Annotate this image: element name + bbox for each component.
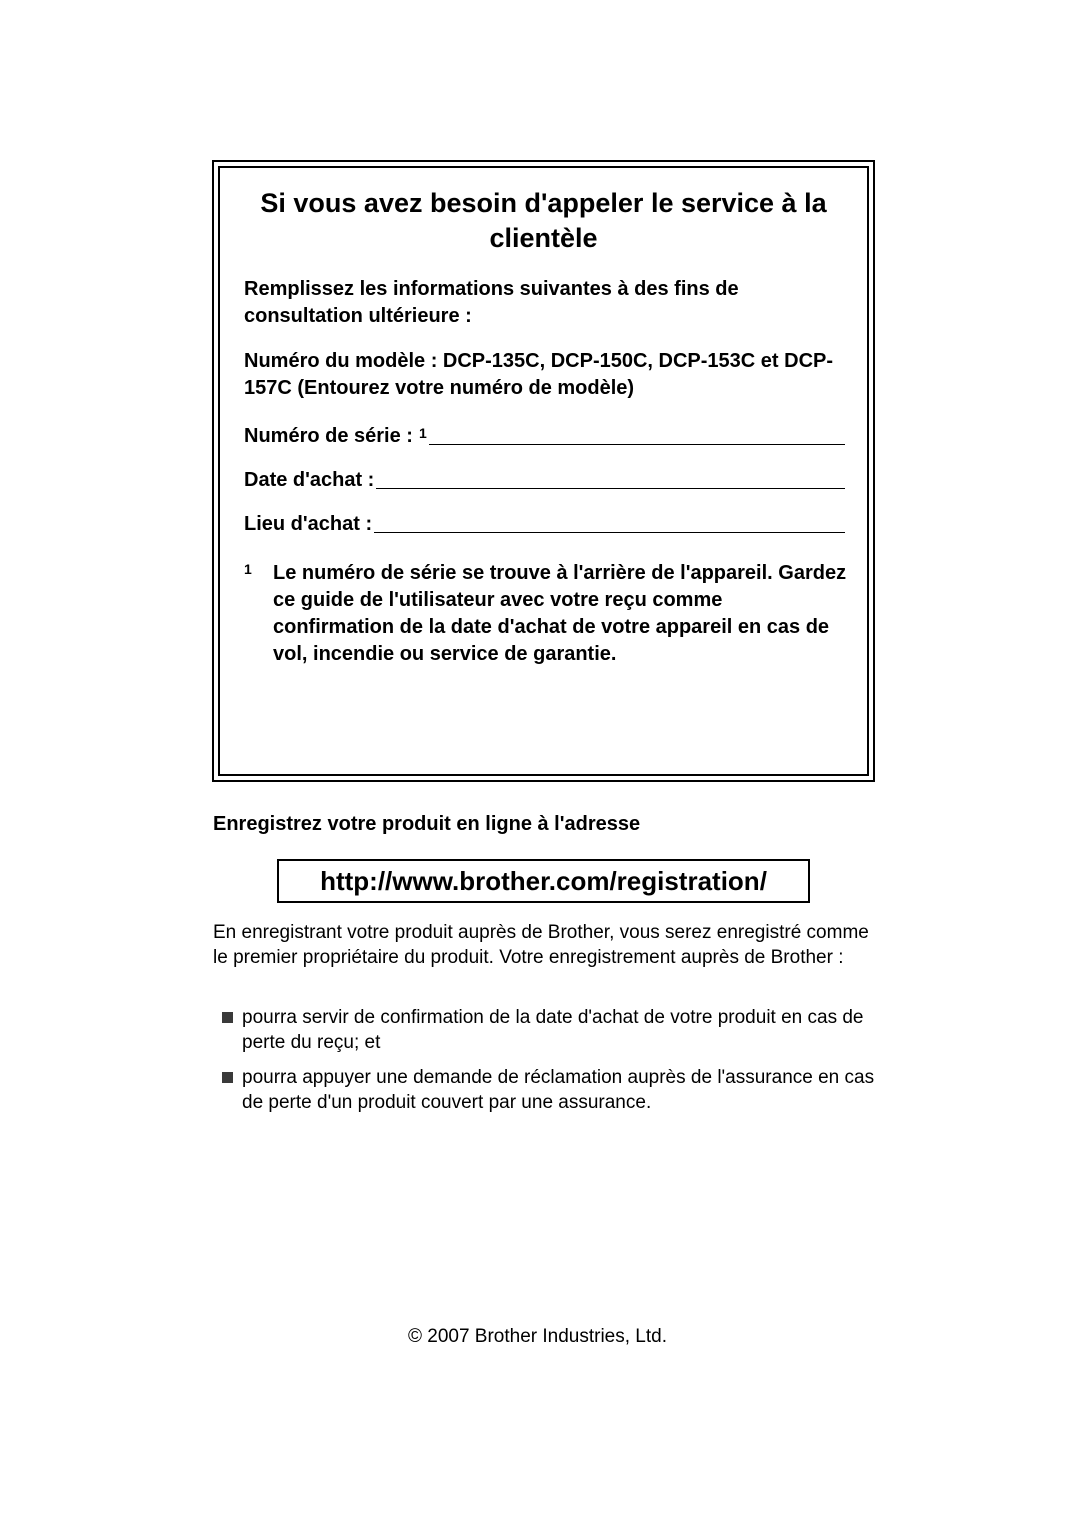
customer-service-box [212,160,875,782]
copyright: © 2007 Brother Industries, Ltd. [407,1326,668,1347]
list-item [213,1065,878,1115]
purchase-date-label: Date d'achat : [244,469,375,491]
square-bullet-icon [213,1005,242,1055]
serial-footnote-ref: 1 [418,425,427,441]
customer-service-inner-box [218,166,869,776]
bullet-text: pourra servir de confirmation de la date d'achat de votre produit en cas de perte du reçu; et [242,1007,864,1053]
purchase-date-line [376,487,845,489]
footnote-mark: 1 [244,561,252,577]
purchase-place-line [374,531,845,533]
footnote-text: Le numéro de série se trouve à l'arrière de l'appareil. Gardez ce guide de l'utilisateur avec votre reçu comme confirmation de la date d'achat de votre appareil en cas de vol, incendie ou service de garantie. [273,562,847,665]
serial-number-line [429,443,845,445]
intro-text: Remplissez les informations suivantes à des fins de consultation ultérieure : [244,278,739,327]
serial-number-label: Numéro de série : [244,425,413,447]
box-title: Si vous avez besoin d'appeler le service à la clientèle [260,188,827,253]
purchase-place-label: Lieu d'achat : [244,513,373,535]
registration-url[interactable]: http://www.brother.com/registration/ [277,859,810,903]
bullet-text: pourra appuyer une demande de réclamation auprès de l'assurance en cas de perte d'un produit couvert par une assurance. [242,1067,875,1113]
purchase-place-field [244,512,845,536]
registration-body: En enregistrant votre produit auprès de Brother, vous serez enregistré comme le premier propriétaire du produit. Votre enregistrement auprès de Brother : [213,922,869,968]
list-item [213,1005,878,1055]
model-number-line: Numéro du modèle : DCP-135C, DCP-150C, DCP-153C et DCP-157C (Entourez votre numéro de modèle) [244,350,834,399]
serial-number-field [244,424,845,448]
registration-heading: Enregistrez votre produit en ligne à l'adresse [213,813,641,835]
footnote [244,560,849,668]
registration-bullets [213,1005,878,1125]
purchase-date-field [244,468,845,492]
square-bullet-icon [213,1065,242,1115]
